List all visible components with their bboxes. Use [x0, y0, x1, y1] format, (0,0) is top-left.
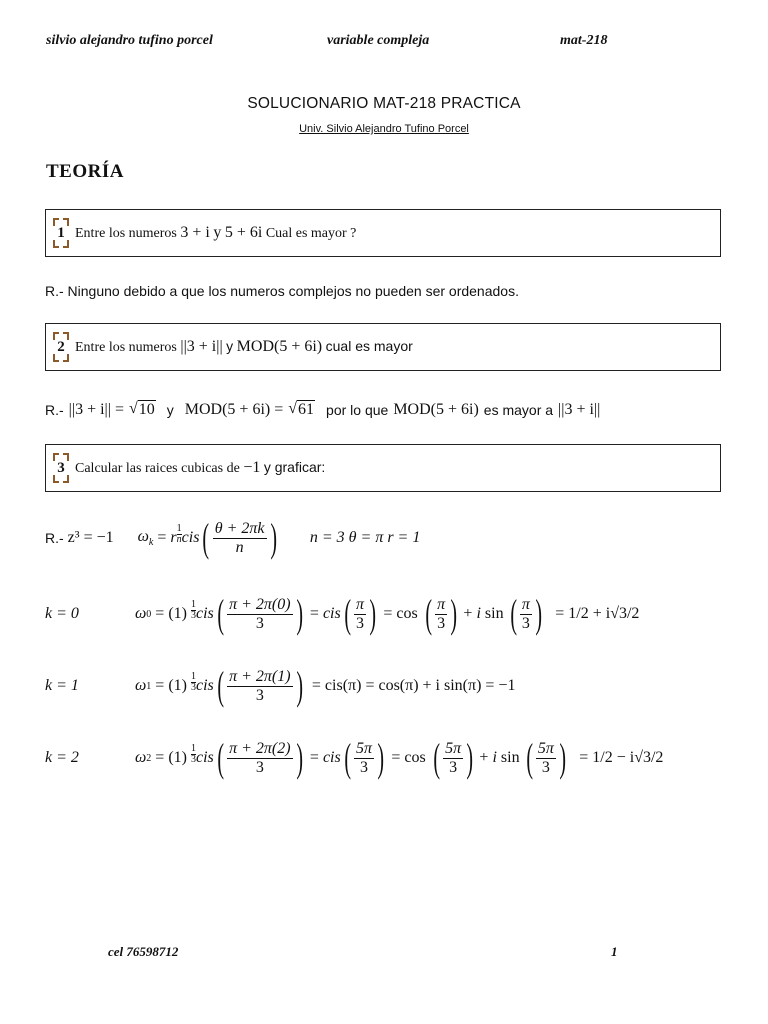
footer-phone: cel 76598712 [108, 944, 179, 959]
root-k1: k = 1 ω 1 = (1) 1 3 cis ( $\frac{\pi + 2\pi(1)}{3}$ ) = cis(π) = cos(π) + i sin(π) = −1 [45, 663, 516, 708]
question-box-2 [45, 323, 721, 371]
author-line: Univ. Silvio Alejandro Tufino Porcel [299, 123, 469, 135]
question-number: 2 [53, 332, 69, 362]
root-k2: k = 2 ω 2 = (1) 1 3 cis ( $\frac{\pi + 2\pi(2)}{3}$ ) = cis ( $\frac{5\pi}{3}$ ) = cos ( $\frac{5\pi}{3}$ ) + i sin ( $\frac{5\pi}{3}$ ) = 1/2 − i√3/2 [45, 735, 664, 780]
header-subject: variable compleja [327, 33, 430, 48]
question-text: Calcular las raices cubicas de −1 y graficar: [75, 459, 326, 476]
question-box-1 [45, 209, 721, 257]
question-text: Entre los numeros ||3 + i|| y MOD(5 + 6i) cual es mayor [75, 338, 413, 355]
root-k0: k = 0 ω 0 = (1) 1 3 cis ( $\frac{\pi + 2\pi(0)}{3}$ ) = cis ( $\frac{\pi}{3}$ ) = cos ( $\frac{\pi}{3}$ ) + i sin ( $\frac{\pi}{3}$ ) = 1/2 + i√3/2 [45, 591, 640, 636]
section-heading: TEORÍA [46, 161, 124, 182]
page-number: 1 [611, 944, 618, 959]
question-box-3 [45, 444, 721, 492]
answer-1: R.- Ninguno debido a que los numeros complejos no pueden ser ordenados. [45, 283, 519, 299]
question-text: Entre los numeros 3 + i y 5 + 6i Cual es mayor ? [75, 224, 357, 241]
page-title: SOLUCIONARIO MAT-218 PRACTICA [247, 95, 521, 112]
header-author: silvio alejandro tufino porcel [46, 33, 213, 48]
answer-2: R.- ||3 + i|| = √ 10 y MOD(5 + 6i) = √ 61 por lo que MOD(5 + 6i) es mayor a ||3 + i|| [45, 400, 601, 418]
header-course: mat-218 [560, 33, 608, 48]
question-number: 1 [53, 218, 69, 248]
answer-3: R.- z³ = −1 $\omega_k$ = r 1 n cis ( $\frac{\theta + 2\pi k}{n}$ ) n = 3 θ = π r = 1 [45, 515, 421, 560]
question-number: 3 [53, 453, 69, 483]
